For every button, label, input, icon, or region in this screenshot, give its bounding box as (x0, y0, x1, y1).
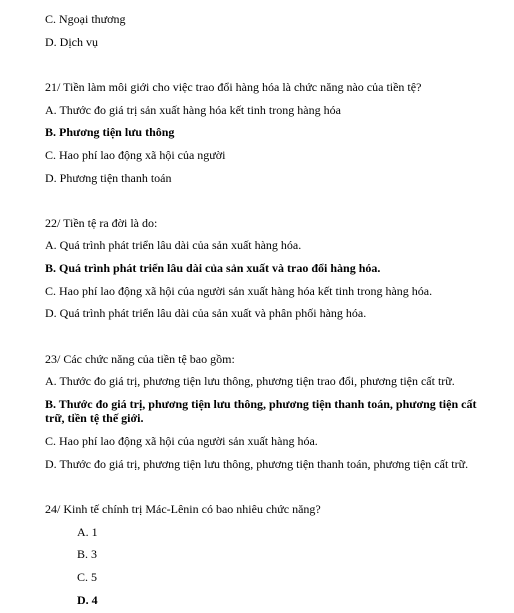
question-21-option-a: A. Thước đo giá trị sản xuất hàng hóa kết tinh trong hàng hóa (45, 103, 341, 117)
question-23-option-c: C. Hao phí lao động xã hội của người sản xuất hàng hóa. (45, 434, 318, 448)
question-23-option-a: A. Thước đo giá trị, phương tiện lưu thông, phương tiện trao đổi, phương tiện cất trữ. (45, 374, 455, 388)
question-21-option-c: C. Hao phí lao động xã hội của người (45, 148, 226, 162)
question-23-option-b-answer: B. Thước đo giá trị, phương tiện lưu thông, phương tiện thanh toán, phương tiện cất trữ, tiền tệ thế giới. (45, 397, 477, 425)
question-24-option-b: B. 3 (77, 547, 98, 561)
question-23-text: 23/ Các chức năng của tiền tệ bao gồm: (45, 352, 235, 366)
question-22-option-a: A. Quá trình phát triển lâu dài của sản xuất hàng hóa. (45, 238, 302, 252)
question-22-option-c: C. Hao phí lao động xã hội của người sản xuất hàng hóa kết tinh trong hàng hóa. (45, 284, 433, 298)
question-22-option-d: D. Quá trình phát triển lâu dài của sản xuất và phân phối hàng hóa. (45, 306, 367, 320)
question-23-option-d: D. Thước đo giá trị, phương tiện lưu thông, phương tiện thanh toán, phương tiện cất trữ. (45, 457, 469, 471)
question-22-option-b-answer: B. Quá trình phát triển lâu dài của sản xuất và trao đổi hàng hóa. (45, 261, 381, 275)
question-21-text: 21/ Tiền làm môi giới cho việc trao đổi hàng hóa là chức năng nào của tiền tệ? (45, 80, 422, 94)
question-24-text: 24/ Kinh tế chính trị Mác-Lênin có bao nhiêu chức năng? (45, 502, 321, 516)
question-24-option-a: A. 1 (77, 525, 98, 539)
question-21-option-b-answer: B. Phương tiện lưu thông (45, 125, 175, 139)
question-21-option-d: D. Phương tiện thanh toán (45, 171, 172, 185)
prev-option-c: C. Ngoại thương (45, 12, 126, 26)
question-22-text: 22/ Tiền tệ ra đời là do: (45, 216, 158, 230)
prev-option-d: D. Dịch vụ (45, 35, 98, 49)
question-24-option-c: C. 5 (77, 570, 98, 584)
question-24-option-d-answer: D. 4 (77, 593, 98, 607)
